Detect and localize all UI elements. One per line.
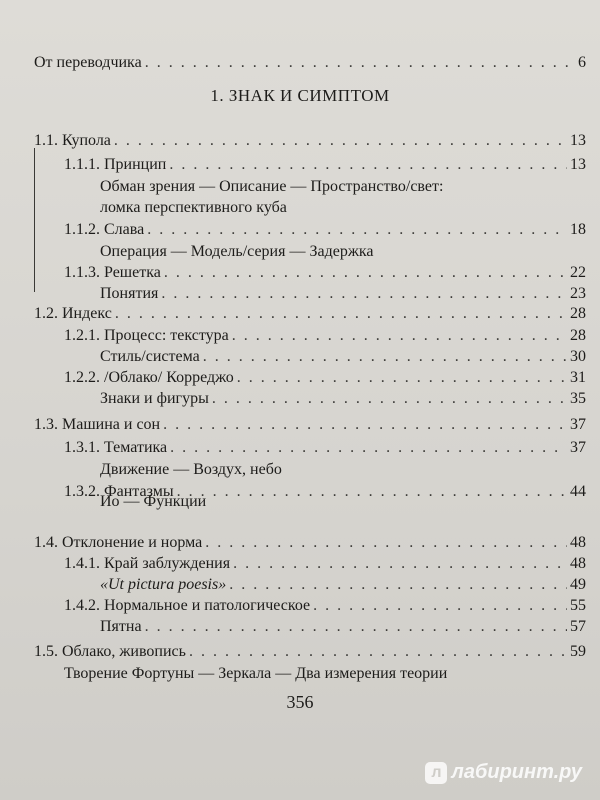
watermark	[425, 761, 582, 784]
labyrinth-logo-icon: л	[425, 762, 447, 784]
leader-dots	[170, 437, 567, 459]
toc-entry-1-3-1: 1.3.1. Тематика . . . 37	[64, 437, 586, 459]
leader-dots	[147, 219, 567, 241]
leader-dots	[177, 481, 567, 503]
leader-dots	[232, 325, 567, 347]
toc-subtopics: ломка перспективного куба	[100, 199, 287, 216]
toc-entry-1-1: 1.1. Купола . . . 13	[34, 130, 586, 152]
toc-entry-signs-figures: Знаки и фигуры . . . 35	[100, 388, 586, 410]
leader-dots	[163, 414, 567, 436]
toc-entry-intro	[34, 52, 586, 74]
toc-entry-ut-pictura: «Ut pictura poesis» . . . 49	[100, 574, 586, 596]
toc-subtopics: Движение — Воздух, небо	[100, 461, 282, 478]
leader-dots	[189, 641, 567, 663]
leader-dots	[115, 303, 567, 325]
toc-entry-1-2-1: 1.2.1. Процесс: текстура . . . 28	[64, 325, 586, 347]
leader-dots	[169, 154, 567, 176]
leader-dots	[233, 553, 567, 575]
toc-entry-label: От переводчика	[34, 54, 142, 71]
toc-entry-1-4-1: 1.4.1. Край заблуждения . . . 48	[64, 553, 586, 575]
leader-dots	[145, 616, 567, 638]
toc-entry-1-4-2: 1.4.2. Нормальное и патологическое . . . 55	[64, 595, 586, 617]
leader-dots	[203, 346, 567, 368]
toc-entry-1-4: 1.4. Отклонение и норма . . . 48	[34, 532, 586, 554]
toc-entry-spots: Пятна . . . 57	[100, 616, 586, 638]
toc-entry-concepts: Понятия . . . 23	[100, 283, 586, 305]
toc-entry-1-5: 1.5. Облако, живопись . . . 59	[34, 641, 586, 663]
toc-entry-1-2: 1.2. Индекс . . . 28	[34, 303, 586, 325]
toc-entry-1-1-3: 1.1.3. Решетка . . . 22	[64, 262, 586, 284]
leader-dots	[145, 52, 575, 74]
toc-entry-1-1-1: 1.1.1. Принцип . . . 13	[64, 154, 586, 176]
watermark-text: лабиринт.ру	[451, 761, 582, 783]
leader-dots	[229, 574, 567, 596]
part-title: 1. ЗНАК И СИМПТОМ	[210, 86, 390, 105]
page-number: 356	[286, 692, 314, 712]
toc-entry-1-3: 1.3. Машина и сон . . . 37	[34, 414, 586, 436]
leader-dots	[161, 283, 567, 305]
leader-dots	[205, 532, 567, 554]
toc-subtopics: Творение Фортуны — Зеркала — Два измерения теории	[64, 665, 448, 682]
leader-dots	[212, 388, 567, 410]
toc-subtopics: Обман зрения — Описание — Пространство/свет:	[100, 178, 444, 195]
toc-entry-1-3-2: 1.3.2. Фантазмы . . . 44	[64, 481, 586, 503]
toc-entry-1-1-2: 1.1.2. Слава . . . 18	[64, 219, 586, 241]
toc-entry-page: 6	[578, 54, 586, 71]
toc-subtopics: Операция — Модель/серия — Задержка	[100, 243, 374, 260]
section-bracket	[34, 148, 49, 292]
toc-entry-1-2-2: 1.2.2. /Облако/ Корреджо . . . 31	[64, 367, 586, 389]
leader-dots	[313, 595, 567, 617]
leader-dots	[164, 262, 567, 284]
toc-subtopics: Ио — Функции	[100, 493, 207, 510]
leader-dots	[237, 367, 567, 389]
toc-entry-style-system: Стиль/система . . . 30	[100, 346, 586, 368]
leader-dots	[114, 130, 567, 152]
